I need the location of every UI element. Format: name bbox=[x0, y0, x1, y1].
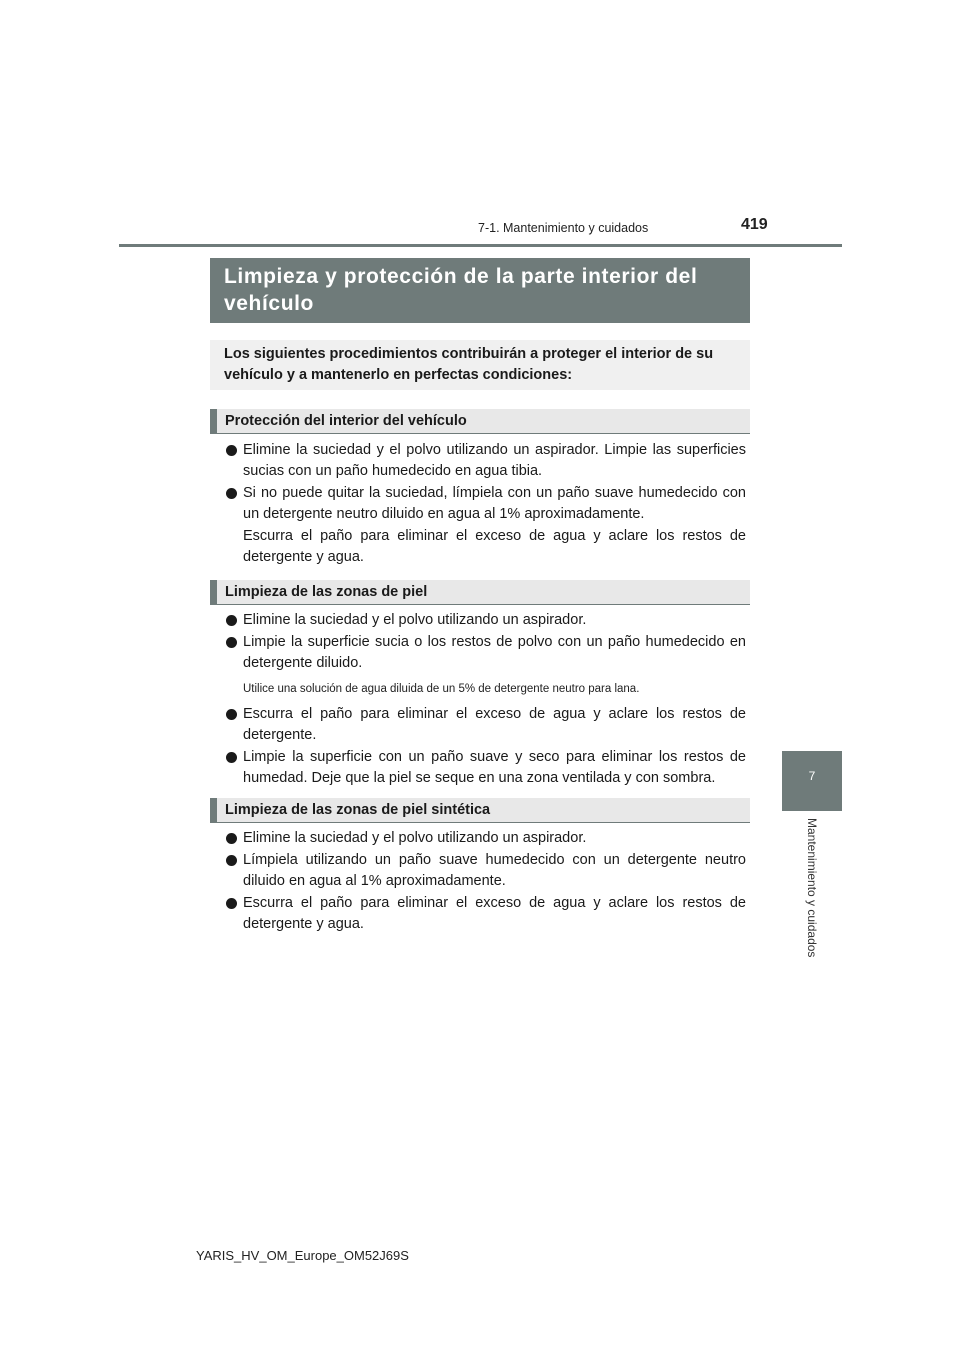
page-title: Limpieza y protección de la parte interior del vehículo bbox=[210, 258, 750, 323]
section-body-interior bbox=[226, 440, 746, 568]
bullet-icon bbox=[226, 855, 237, 866]
page-number: 419 bbox=[741, 216, 768, 233]
chapter-tab: 7 bbox=[782, 751, 842, 811]
header-divider bbox=[119, 244, 842, 247]
bullet-icon bbox=[226, 752, 237, 763]
list-item: Elimine la suciedad y el polvo utilizando un aspirador. bbox=[226, 828, 746, 849]
section-heading-synthetic-leather: Limpieza de las zonas de piel sintética bbox=[210, 798, 750, 823]
bullet-icon bbox=[226, 615, 237, 626]
section-heading-interior: Protección del interior del vehículo bbox=[210, 409, 750, 434]
list-item: Limpie la superficie con un paño suave y seco para eliminar los restos de humedad. Deje que la piel se seque en una zona ventilada y con sombra. bbox=[226, 747, 746, 789]
list-item: Si no puede quitar la suciedad, límpiela con un paño suave humedecido con un detergente neutro diluido en agua al 1% aproximadamente. bbox=[226, 483, 746, 525]
section-body-synthetic-leather bbox=[226, 828, 746, 936]
bullet-icon bbox=[226, 637, 237, 648]
section-heading-leather: Limpieza de las zonas de piel bbox=[210, 580, 750, 605]
bullet-icon bbox=[226, 709, 237, 720]
document-id: YARIS_HV_OM_Europe_OM52J69S bbox=[196, 1248, 409, 1263]
list-item: Limpie la superficie sucia o los restos de polvo con un paño humedecido en detergente diluido. bbox=[226, 632, 746, 674]
list-item: Límpiela utilizando un paño suave humedecido con un detergente neutro diluido en agua al 1% aproximadamente. bbox=[226, 850, 746, 892]
note-text: Utilice una solución de agua diluida de un 5% de detergente neutro para lana. bbox=[243, 683, 640, 695]
intro-text: Los siguientes procedimientos contribuirán a proteger el interior de su vehículo y a mantenerlo en perfectas condiciones: bbox=[210, 340, 750, 390]
section-breadcrumb: 7-1. Mantenimiento y cuidados bbox=[478, 221, 649, 235]
section-body-leather bbox=[226, 610, 746, 790]
bullet-icon bbox=[226, 833, 237, 844]
list-item: Escurra el paño para eliminar el exceso de agua y aclare los restos de detergente. bbox=[226, 704, 746, 746]
bullet-icon bbox=[226, 898, 237, 909]
chapter-tab-label: Mantenimiento y cuidados bbox=[805, 818, 819, 958]
list-item: Elimine la suciedad y el polvo utilizando un aspirador. bbox=[226, 610, 746, 631]
bullet-icon bbox=[226, 488, 237, 499]
list-item: Elimine la suciedad y el polvo utilizando un aspirador. Limpie las superficies sucias con un paño humedecido en agua tibia. bbox=[226, 440, 746, 482]
followup-text: Escurra el paño para eliminar el exceso de agua y aclare los restos de detergente y agua. bbox=[243, 528, 746, 565]
list-item: Escurra el paño para eliminar el exceso de agua y aclare los restos de detergente y agua. bbox=[226, 893, 746, 935]
bullet-icon bbox=[226, 445, 237, 456]
